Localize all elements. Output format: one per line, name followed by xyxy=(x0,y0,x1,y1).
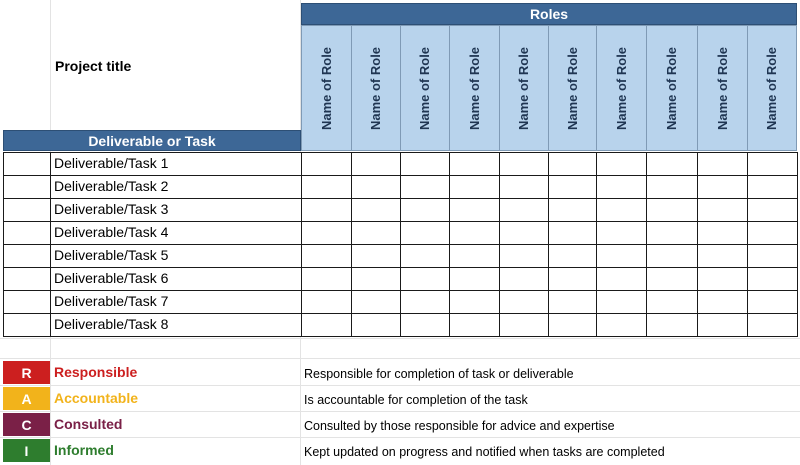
task-label[interactable]: Deliverable/Task 5 xyxy=(50,244,302,268)
role-name: Name of Role xyxy=(368,46,384,130)
raci-cell[interactable] xyxy=(449,221,500,245)
raci-cell[interactable] xyxy=(596,221,647,245)
raci-cell[interactable] xyxy=(400,267,450,291)
role-name: Name of Role xyxy=(764,46,780,130)
raci-cell[interactable] xyxy=(697,244,748,268)
task-label[interactable]: Deliverable/Task 3 xyxy=(50,198,302,222)
legend-letter-r: R xyxy=(3,361,50,384)
roles-header xyxy=(301,3,797,25)
raci-cell[interactable] xyxy=(449,313,500,337)
raci-cell[interactable] xyxy=(747,267,798,291)
raci-cell[interactable] xyxy=(400,313,450,337)
raci-cell[interactable] xyxy=(596,267,647,291)
role-name: Name of Role xyxy=(467,46,483,130)
row-index-cell[interactable] xyxy=(3,175,51,199)
raci-cell[interactable] xyxy=(596,244,647,268)
role-header-cell[interactable] xyxy=(400,25,450,151)
role-header-cell[interactable] xyxy=(449,25,500,151)
raci-cell[interactable] xyxy=(548,198,597,222)
raci-cell[interactable] xyxy=(301,198,352,222)
raci-cell[interactable] xyxy=(697,290,748,314)
raci-cell[interactable] xyxy=(747,198,798,222)
raci-cell[interactable] xyxy=(449,290,500,314)
raci-cell[interactable] xyxy=(646,244,698,268)
raci-cell[interactable] xyxy=(697,267,748,291)
row-index-cell[interactable] xyxy=(3,244,51,268)
legend-letter-a: A xyxy=(3,387,50,410)
raci-cell[interactable] xyxy=(351,244,401,268)
raci-cell[interactable] xyxy=(400,175,450,199)
raci-cell[interactable] xyxy=(697,221,748,245)
raci-cell[interactable] xyxy=(548,152,597,176)
raci-cell[interactable] xyxy=(400,221,450,245)
project-title[interactable]: Project title xyxy=(55,58,132,74)
raci-cell[interactable] xyxy=(646,290,698,314)
legend-name-accountable: Accountable xyxy=(54,390,139,406)
raci-cell[interactable] xyxy=(449,175,500,199)
raci-cell[interactable] xyxy=(499,313,549,337)
raci-cell[interactable] xyxy=(449,152,500,176)
raci-cell[interactable] xyxy=(697,175,748,199)
raci-cell[interactable] xyxy=(351,313,401,337)
task-label[interactable]: Deliverable/Task 8 xyxy=(50,313,302,337)
raci-cell[interactable] xyxy=(646,152,698,176)
raci-cell[interactable] xyxy=(747,175,798,199)
row-index-cell[interactable] xyxy=(3,290,51,314)
legend-name-responsible: Responsible xyxy=(54,364,138,380)
raci-cell[interactable] xyxy=(697,313,748,337)
raci-cell[interactable] xyxy=(548,267,597,291)
role-name: Name of Role xyxy=(614,46,630,130)
raci-cell[interactable] xyxy=(499,198,549,222)
raci-cell[interactable] xyxy=(351,267,401,291)
raci-cell[interactable] xyxy=(499,152,549,176)
raci-cell[interactable] xyxy=(596,198,647,222)
raci-cell[interactable] xyxy=(646,175,698,199)
raci-cell[interactable] xyxy=(351,175,401,199)
deliverable-header-label: Deliverable or Task xyxy=(88,132,216,149)
row-index-cell[interactable] xyxy=(3,198,51,222)
raci-cell[interactable] xyxy=(301,221,352,245)
task-label[interactable]: Deliverable/Task 7 xyxy=(50,290,302,314)
role-header-cell[interactable] xyxy=(351,25,401,151)
raci-cell[interactable] xyxy=(351,152,401,176)
role-header-cell[interactable] xyxy=(697,25,748,151)
role-header-cell[interactable] xyxy=(747,25,797,151)
role-header-cell[interactable] xyxy=(646,25,698,151)
legend-letter-i: I xyxy=(3,439,50,462)
role-header-cell[interactable] xyxy=(499,25,549,151)
legend-description-accountable: Is accountable for completion of the task xyxy=(304,393,528,407)
raci-cell[interactable] xyxy=(596,313,647,337)
raci-cell[interactable] xyxy=(747,313,798,337)
raci-cell[interactable] xyxy=(301,152,352,176)
role-name: Name of Role xyxy=(417,46,433,130)
raci-cell[interactable] xyxy=(596,290,647,314)
task-label[interactable]: Deliverable/Task 4 xyxy=(50,221,302,245)
raci-cell[interactable] xyxy=(747,221,798,245)
role-name: Name of Role xyxy=(319,46,335,130)
raci-cell[interactable] xyxy=(548,175,597,199)
raci-cell[interactable] xyxy=(548,290,597,314)
raci-cell[interactable] xyxy=(548,221,597,245)
raci-cell[interactable] xyxy=(449,198,500,222)
raci-cell[interactable] xyxy=(596,175,647,199)
role-name: Name of Role xyxy=(664,46,680,130)
raci-cell[interactable] xyxy=(499,290,549,314)
raci-cell[interactable] xyxy=(697,152,748,176)
role-name: Name of Role xyxy=(516,46,532,130)
raci-cell[interactable] xyxy=(548,313,597,337)
raci-cell[interactable] xyxy=(351,198,401,222)
row-index-cell[interactable] xyxy=(3,152,51,176)
grid-line xyxy=(0,338,800,339)
row-index-cell[interactable] xyxy=(3,267,51,291)
row-index-cell[interactable] xyxy=(3,221,51,245)
raci-cell[interactable] xyxy=(499,244,549,268)
role-header-cell[interactable] xyxy=(548,25,597,151)
raci-cell[interactable] xyxy=(646,221,698,245)
legend-name-consulted: Consulted xyxy=(54,416,123,432)
raci-cell[interactable] xyxy=(747,290,798,314)
raci-cell[interactable] xyxy=(499,175,549,199)
legend-description-informed: Kept updated on progress and notified when tasks are completed xyxy=(304,445,665,459)
raci-cell[interactable] xyxy=(301,313,352,337)
row-index-cell[interactable] xyxy=(3,313,51,337)
legend-description-responsible: Responsible for completion of task or deliverable xyxy=(304,367,574,381)
legend-description-consulted: Consulted by those responsible for advice and expertise xyxy=(304,419,615,433)
raci-cell[interactable] xyxy=(747,152,798,176)
role-name: Name of Role xyxy=(565,46,581,130)
raci-cell[interactable] xyxy=(400,290,450,314)
raci-cell[interactable] xyxy=(499,221,549,245)
raci-cell[interactable] xyxy=(548,244,597,268)
raci-cell[interactable] xyxy=(697,198,748,222)
raci-cell[interactable] xyxy=(400,244,450,268)
raci-cell[interactable] xyxy=(646,198,698,222)
deliverable-header xyxy=(3,130,301,151)
roles-header-label: Roles xyxy=(529,6,569,22)
task-label[interactable]: Deliverable/Task 6 xyxy=(50,267,302,291)
grid-line xyxy=(0,358,800,359)
raci-cell[interactable] xyxy=(400,198,450,222)
role-header-cell[interactable] xyxy=(301,25,352,151)
task-label[interactable]: Deliverable/Task 2 xyxy=(50,175,302,199)
raci-cell[interactable] xyxy=(646,267,698,291)
legend-name-informed: Informed xyxy=(54,442,114,458)
task-label[interactable]: Deliverable/Task 1 xyxy=(50,152,302,176)
raci-cell[interactable] xyxy=(449,244,500,268)
raci-cell[interactable] xyxy=(351,290,401,314)
role-name: Name of Role xyxy=(715,46,731,130)
raci-cell[interactable] xyxy=(747,244,798,268)
raci-cell[interactable] xyxy=(351,221,401,245)
raci-cell[interactable] xyxy=(499,267,549,291)
raci-cell[interactable] xyxy=(301,267,352,291)
raci-cell[interactable] xyxy=(301,244,352,268)
raci-cell[interactable] xyxy=(596,152,647,176)
raci-cell[interactable] xyxy=(400,152,450,176)
legend-letter-c: C xyxy=(3,413,50,436)
raci-cell[interactable] xyxy=(449,267,500,291)
raci-cell[interactable] xyxy=(301,290,352,314)
raci-cell[interactable] xyxy=(646,313,698,337)
raci-cell[interactable] xyxy=(301,175,352,199)
role-header-cell[interactable] xyxy=(596,25,647,151)
